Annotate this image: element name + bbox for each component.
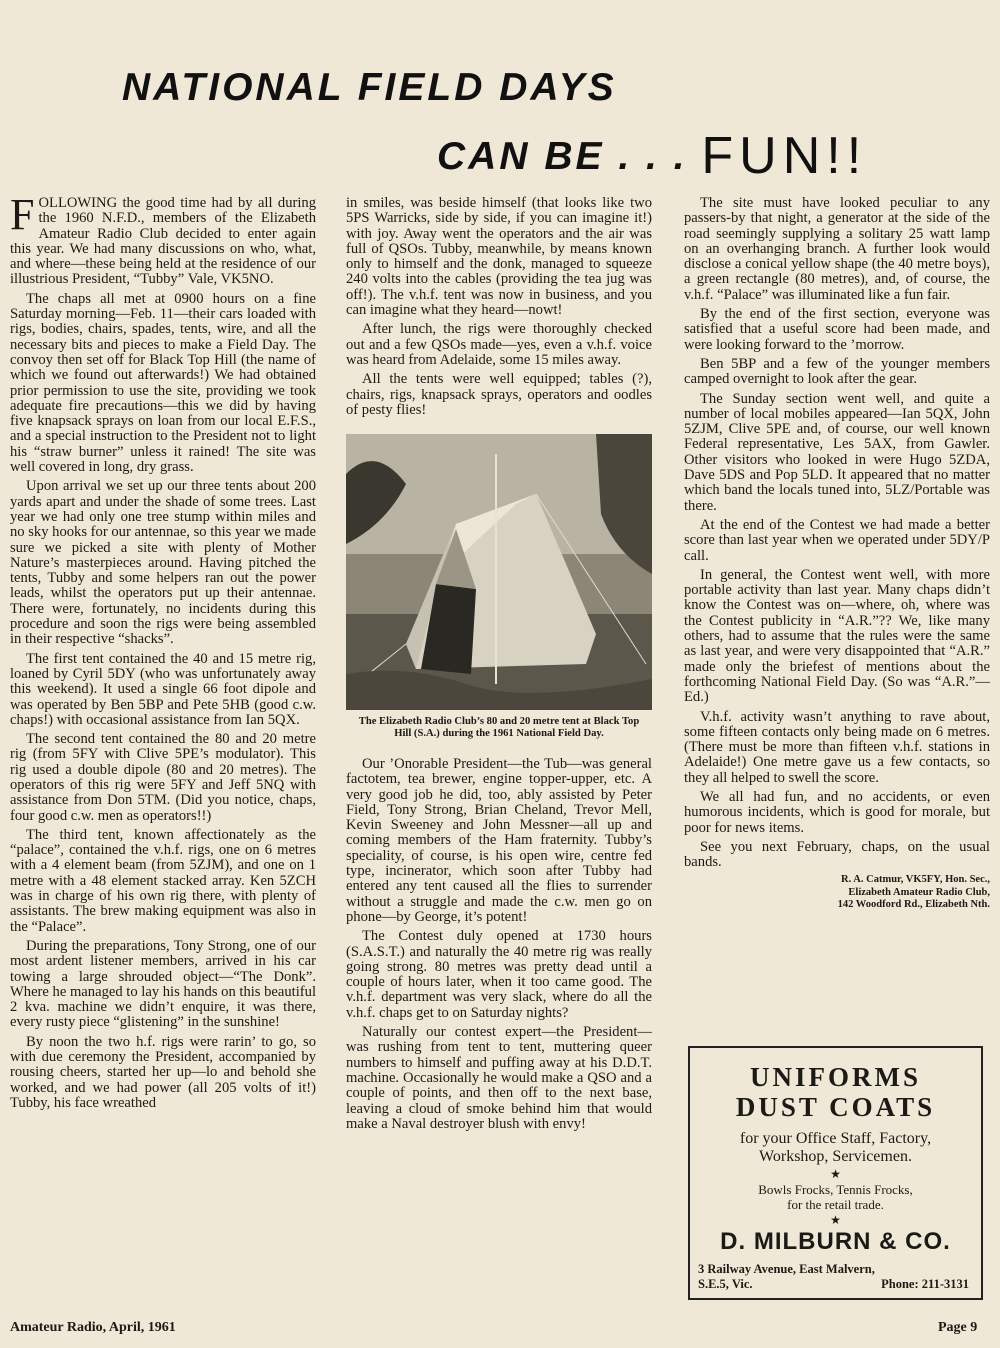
ad-phone: Phone: 211-3131 bbox=[881, 1277, 969, 1291]
ad-text: Bowls Frocks, Tennis Frocks, bbox=[758, 1182, 913, 1197]
article-paragraph: The Contest duly opened at 1730 hours (S.A.S.T.) and naturally the 40 metre rig was really going strong. 80 metres was pretty dead until a couple of hours later, when it too came good. The v.h.f. department was very slack, where do all the v.h.f. chaps get to on Saturday nights? bbox=[346, 928, 652, 1021]
headline-line-2 bbox=[437, 122, 868, 185]
ad-headline-dust-coats: DUST COATS bbox=[735, 1092, 936, 1122]
article-column-2 bbox=[346, 196, 652, 1136]
headline-can-be: CAN BE . . . bbox=[437, 135, 688, 178]
signature-line: Elizabeth Amateur Radio Club, bbox=[848, 886, 990, 898]
article-paragraph: Upon arrival we set up our three tents about 200 yards apart and under the shade of some trees. Last year we had only one tree stump within miles and no sky hooks for our antennae, so this year we made sure we picked a site with plenty of Mother Nature’s masterpieces around. Having pitched the tents, Tubby and some helpers ran out the power leads, whilst the operators put up their antennae. There were, fortunately, no incidents during this procedure and soon the rigs were being assembled in their respective “shacks”. bbox=[10, 478, 316, 648]
ad-company-name: D. MILBURN & CO. bbox=[720, 1228, 951, 1255]
article-paragraph: See you next February, chaps, on the usual bands. bbox=[684, 838, 990, 871]
article-paragraph: All the tents were well equipped; tables (?), chairs, rigs, knapsack sprays, operators and oodles of pesty flies! bbox=[346, 371, 652, 418]
ad-text: for your Office Staff, Factory, bbox=[739, 1130, 932, 1147]
ad-headline-uniforms: UNIFORMS bbox=[750, 1062, 921, 1092]
article-paragraph: In general, the Contest went well, with more portable activity than last year. Many chaps didn’t know the Contest was on—where, oh, where was the Contest publicity in “A.R.”?? We, like many others, had to assume that the rules were the same as last year, and were very disappointed that “A.R.” made only the briefest of mentions about the forthcoming National Field Day. (So was “A.R.”—Ed.) bbox=[684, 566, 990, 706]
headline-fun: FUN!! bbox=[701, 127, 868, 185]
article-paragraph: Ben 5BP and a few of the younger members camped overnight to look after the gear. bbox=[684, 355, 990, 388]
article-paragraph: in smiles, was beside himself (that looks like two 5PS Warricks, side by side, if you can imagine it!) with joy. Away went the operators and the air was full of QSOs. Tubby, meanwhile, by means known only to himself and the donk, managed to squeeze 240 volts into the cables (providing the tea jug was off!). The v.h.f. tent was now in business, and you can imagine what they heard—nowt! bbox=[346, 195, 652, 319]
ad-address-line: 3 Railway Avenue, East Malvern, bbox=[698, 1262, 875, 1276]
star-icon: ★ bbox=[830, 1167, 841, 1181]
star-icon: ★ bbox=[830, 1213, 841, 1227]
tent-photo bbox=[346, 434, 652, 710]
article-paragraph: After lunch, the rigs were thoroughly checked out and a few QSOs made—yes, even a v.h.f. voice was heard from Adelaide, some 15 miles away. bbox=[346, 321, 652, 368]
article-paragraph: FOLLOWING the good time had by all during the 1960 N.F.D., members of the Elizabeth Amateur Radio Club decided to enter again this year. We had many discussions on who, what, and where—these being held at the residence of our illustrious President, “Tubby” Vale, VK5NO. bbox=[10, 190, 316, 288]
article-paragraph: The third tent, known affectionately as the “palace”, contained the v.h.f. rigs, one on 6 metres with a 4 element beam (from 5ZJM), and one on 1 metre with a 48 element stacked array. Ken 5ZCH was in charge of his own rig there, with plenty of assistants. The brew making equipment was also in the “Palace”. bbox=[10, 826, 316, 935]
photo-caption: The Elizabeth Radio Club’s 80 and 20 metre tent at Black Top Hill (S.A.) during the 1961 National Field Day. bbox=[358, 716, 640, 739]
ad-text: for the retail trade. bbox=[787, 1197, 884, 1212]
article-paragraph: By the end of the first section, everyone was satisfied that a useful score had been made, and were looking forward to the ’morrow. bbox=[684, 306, 990, 353]
article-paragraph: Naturally our contest expert—the President—was rushing from tent to tent, muttering queer numbers to himself and puffing away at his D.D.T. machine. Occasionally he would make a QSO and a couple of points, and then off to the next base, leaving a cloud of smoke behind him that would make a Naval destroyer blush with envy! bbox=[346, 1024, 652, 1132]
footer-page-number: Page 9 bbox=[938, 1320, 978, 1335]
headline-line-1: NATIONAL FIELD DAYS bbox=[122, 66, 617, 109]
tent-photo-image bbox=[346, 434, 652, 710]
ad-address-line: S.E.5, Vic. bbox=[698, 1277, 753, 1291]
footer-publication: Amateur Radio, April, 1961 bbox=[10, 1320, 176, 1335]
author-signature bbox=[684, 874, 990, 912]
ad-address bbox=[698, 1262, 981, 1292]
article-paragraph: At the end of the Contest we had made a better score than last year when we operated under 5DY/P call. bbox=[684, 516, 990, 564]
article-paragraph: The second tent contained the 80 and 20 metre rig (from 5FY with Clive 5PE’s modulator). This rig used a double dipole (80 and 20 metres). The operators of this rig were 5FY and Jeff 5NQ with assistance from Don 5TM. (Did you notice, chaps, four good c.w. men as operators!!) bbox=[10, 731, 316, 824]
signature-line: 142 Woodford Rd., Elizabeth Nth. bbox=[837, 899, 990, 911]
article-paragraph: The site must have looked peculiar to any passers-by that night, a generator at the side of the road seemingly supplying a solitary 25 watt lamp on an overhanging branch. A further look would disclose a conical yellow shape (the 40 metre boys), a green rectangle (80 metres), and, of course, the v.h.f. “Palace” was illuminated like a fun fair. bbox=[684, 195, 990, 303]
signature-line: R. A. Catmur, VK5FY, Hon. Sec., bbox=[841, 874, 990, 886]
article-column-3 bbox=[684, 196, 990, 912]
article-paragraph: The chaps all met at 0900 hours on a fine Saturday morning—Feb. 11—their cars loaded with rigs, bodies, chairs, spades, tents, wire, and all the necessary bits and pieces to make a Field Day. The convoy then set off for Black Top Hill (the name of which we found out afterwards!) We had obtained prior permission to use the site, providing we took adequate fire precautions—this we did by having five knapsack sprays on loan from our local E.F.S., and a special instruction to the President not to light his “straw burner” unless it rained! The site was well covered in long, dry grass. bbox=[10, 290, 316, 476]
article-paragraph: V.h.f. activity wasn’t anything to rave about, some fifteen contacts only being made on 6 metres. (There must be more than fifteen v.h.f. stations in Adelaide!) One metre gave us a few contacts, so they all helped to swell the score. bbox=[684, 708, 990, 786]
article-paragraph: The first tent contained the 40 and 15 metre rig, loaned by Cyril 5DY (who was unfortunately away this weekend). It used a single 66 foot dipole and was operated by Ben 5BP and Pete 5HB (good c.w. chaps!) with occasional assistance from Ian 5QX. bbox=[10, 650, 316, 728]
ad-text: Workshop, Servicemen. bbox=[759, 1148, 912, 1165]
article-paragraph: By noon the two h.f. rigs were rarin’ to go, so with due ceremony the President, accompanied by rousing cheers, started her up—lo and behold she worked, and we had power (all 205 volts of it!) Tubby, his face wreathed bbox=[10, 1033, 316, 1111]
article-paragraph: We all had fun, and no accidents, or even humorous incidents, which is good for morale, but poor for news items. bbox=[684, 788, 990, 836]
article-paragraph: During the preparations, Tony Strong, one of our most ardent listener members, arrived in his car towing a large shrouded object—“The Donk”. Where he managed to lay his hands on this beautiful 2 kva. machine we didn’t enquire, it was there, every rusty piece “glistening” in the sunshine! bbox=[10, 937, 316, 1031]
advertisement-box bbox=[688, 1046, 983, 1300]
article-column-1 bbox=[10, 190, 316, 1115]
article-paragraph: Our ’Onorable President—the Tub—was general factotem, tea brewer, engine topper-upper, etc. A very good job he did, too, ably assisted by Peter Field, Tony Strong, Brian Cheland, Trevor Mell, Kevin Sweeney and John Messner—all up and coming members of the Ham fraternity. Tubby’s speciality, of course, is his open wire, centre fed type, incinerator, which soon after Tubby had entered any tent caused all the flies to surrender without a struggle and made the c.w. men go on phone—by George, it’s potent! bbox=[346, 755, 652, 925]
drop-cap: F bbox=[10, 190, 35, 239]
article-paragraph: The Sunday section went well, and quite a number of local mobiles appeared—Ian 5QX, John 5ZJM, Clive 5PE and, of course, our well known Federal representative, Les 5AX, from Gawler. Other visitors who looked in were Hugo 5ZDA, Dave 5DS and Pop 5LD. It appeared that no matter which band the locals tuned into, 5LZ/Portable was there. bbox=[684, 390, 990, 514]
